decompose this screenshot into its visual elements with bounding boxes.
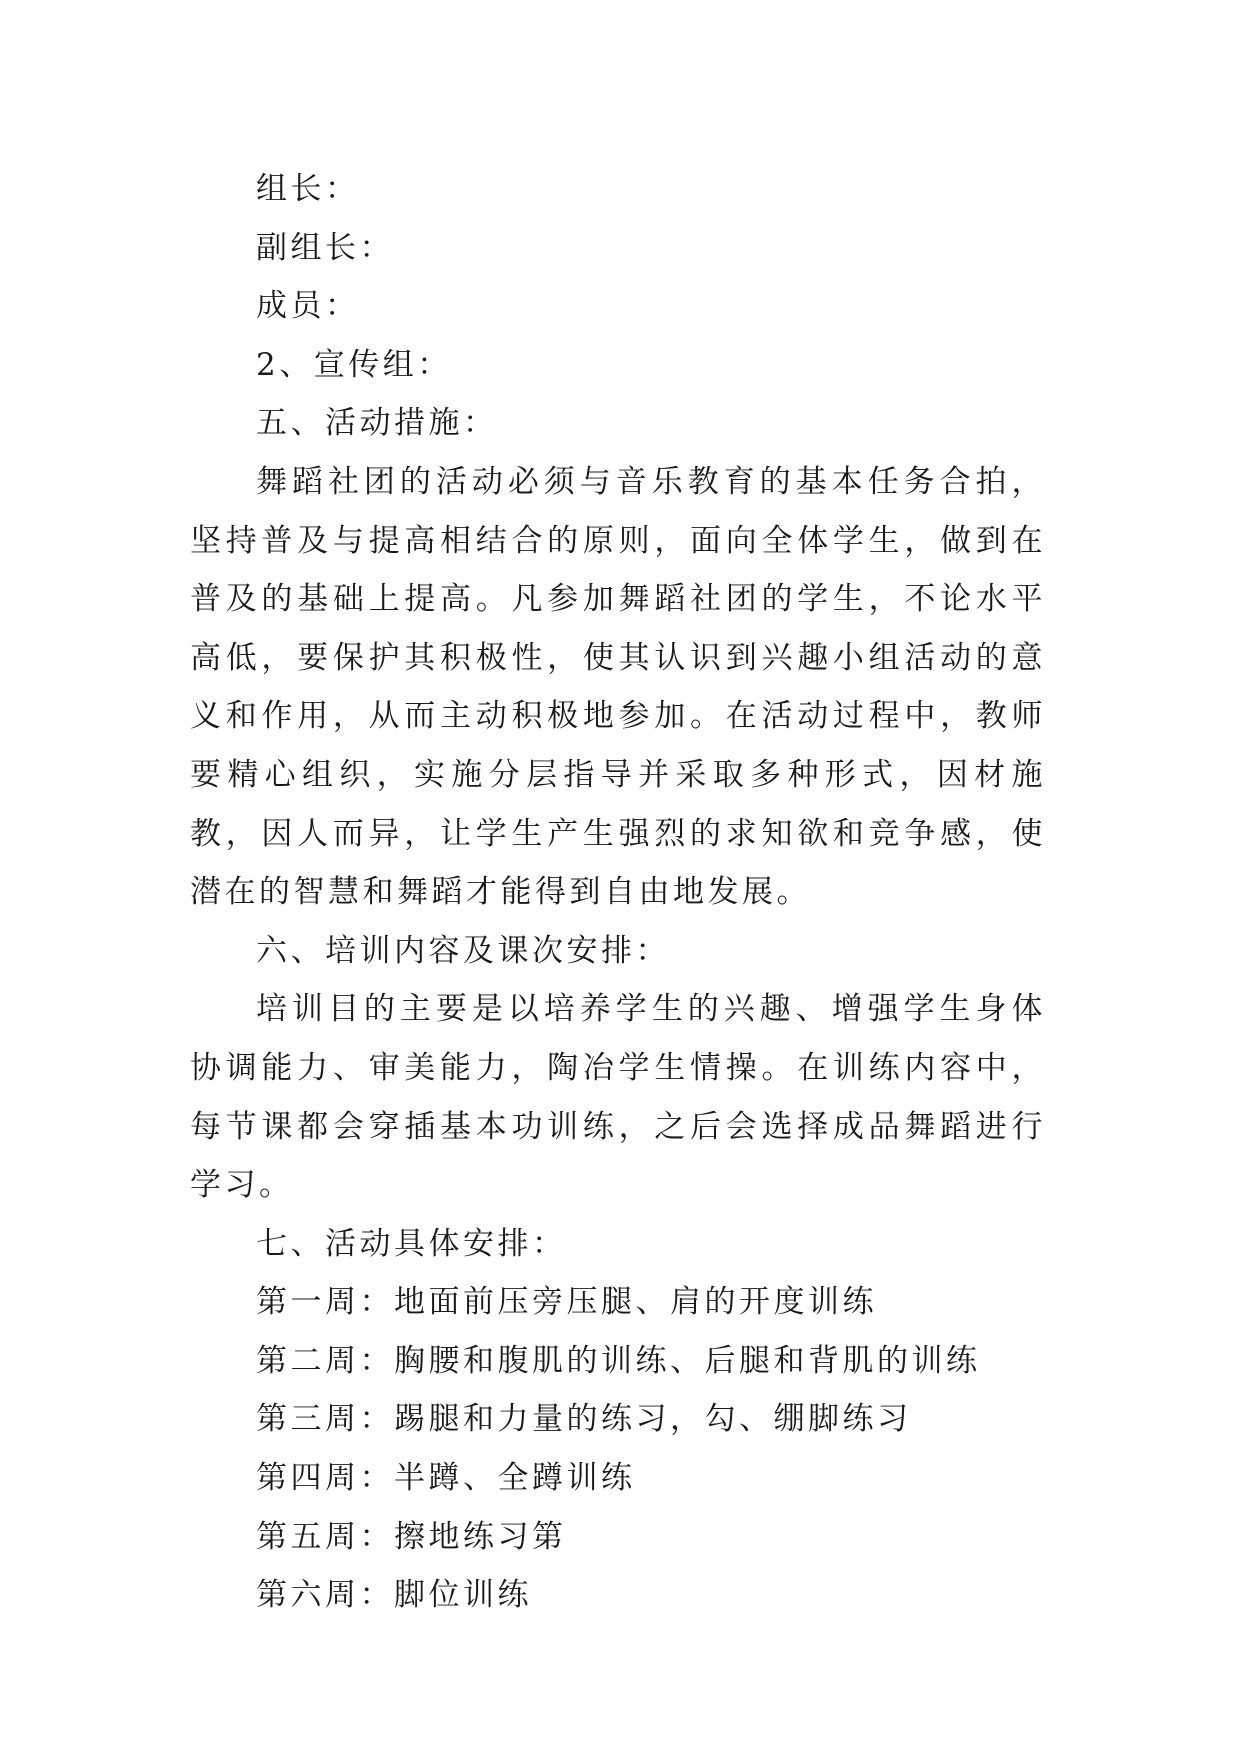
document-body [190,160,1046,1625]
section5-heading: 五、活动措施： [256,405,498,442]
schedule-week-3: 第三周：踢腿和力量的练习，勾、绷脚练习 [256,1401,912,1438]
deputy-leader-line: 副组长： [256,229,394,266]
members-line: 成员： [256,288,360,325]
schedule-week-2: 第二周：胸腰和腹肌的训练、后腿和背肌的训练 [256,1342,981,1379]
schedule-week-5: 第五周：擦地练习第 [256,1518,567,1555]
schedule-week-4: 第四周：半蹲、全蹲训练 [256,1460,636,1497]
section5-paragraph: 舞蹈社团的活动必须与音乐教育的基本任务合拍，坚持普及与提高相结合的原则，面向全体学生，做到在普及的基础上提高。凡参加舞蹈社团的学生，不论水平高低，要保护其积极性，使其认识到兴趣小组活动的意义和作用，从而主动积极地参加。在活动过程中，教师要精心组织，实施分层指导并采取多种形式，因材施教，因人而异，让学生产生强烈的求知欲和竞争感，使潜在的智慧和舞蹈才能得到自由地发展。 [190,463,1046,911]
schedule-week-1: 第一周：地面前压旁压腿、肩的开度训练 [256,1284,877,1321]
leader-line: 组长： [256,171,360,207]
schedule-week-6: 第六周：脚位训练 [256,1577,532,1614]
section6-heading: 六、培训内容及课次安排： [256,932,670,969]
publicity-group-line: 2、宣传组： [256,346,452,383]
section7-heading: 七、活动具体安排： [256,1225,567,1262]
section6-paragraph: 培训目的主要是以培养学生的兴趣、增强学生身体协调能力、审美能力，陶冶学生情操。在训练内容中，每节课都会穿插基本功训练，之后会选择成品舞蹈进行学习。 [190,991,1046,1204]
